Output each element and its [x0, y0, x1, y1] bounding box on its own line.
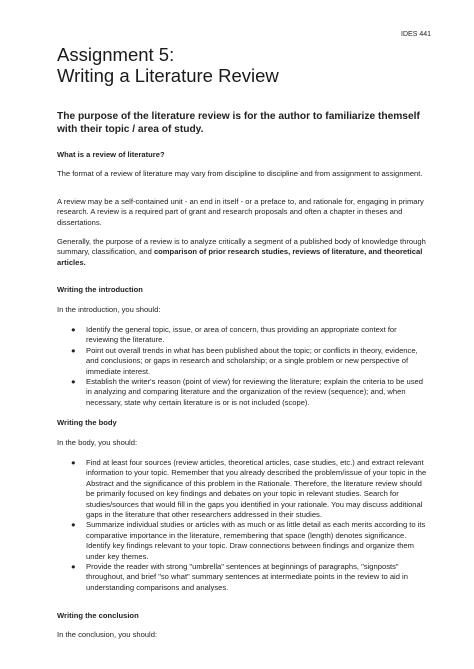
- body-text: In the body, you should:: [57, 438, 138, 447]
- what-heading: What is a review of literature?: [57, 150, 165, 159]
- course-code: IDES 441: [401, 31, 431, 38]
- bullet-icon: ●: [71, 562, 76, 572]
- list-item: [57, 346, 427, 377]
- intro-list: [57, 325, 427, 408]
- list-item-text: Establish the writer's reason (point of view) for reviewing the literature; explain the criteria to be used in analyzing and comparing literature and the organization of the review (sequence); and, when necessary, state why certain literature is or is not included (scope).: [86, 377, 424, 407]
- lead-statement: The purpose of the literature review is for the author to familiarize themself with their topic / area of study.: [57, 111, 420, 135]
- paragraph-purpose: [57, 237, 427, 268]
- bullet-icon: ●: [71, 325, 76, 334]
- intro-heading: Writing the introduction: [57, 285, 143, 294]
- body-list: [57, 458, 427, 593]
- paragraph-format: The format of a review of literature may vary from discipline to discipline and from assignment to assignment.: [57, 169, 423, 178]
- bullet-icon: ●: [71, 377, 76, 387]
- list-item: [57, 520, 427, 562]
- title-line-2: Writing a Literature Review: [57, 65, 279, 86]
- list-item: [57, 377, 427, 408]
- purpose-plain-text: Generally, the purpose of a review is to analyze critically a segment of a published body of knowledge through summary, classification, and: [57, 237, 426, 257]
- bullet-icon: ●: [71, 520, 76, 530]
- list-item-text: Point out overall trends in what has been published about the topic; or conflicts in theory, evidence, and conclusions; or gaps in research and scholarship; or a single problem or new perspective of immediate interest.: [86, 345, 418, 376]
- bullet-icon: ●: [71, 345, 76, 355]
- conclusion-text: In the conclusion, you should:: [57, 630, 158, 639]
- list-item-text: Identify the general topic, issue, or area of concern, thus providing an appropriate context for reviewing the literature.: [86, 325, 397, 345]
- list-item: [57, 458, 427, 520]
- body-heading: Writing the body: [57, 418, 117, 427]
- list-item: [57, 325, 427, 346]
- bullet-icon: ●: [71, 458, 76, 467]
- paragraph-self-contained: A review may be a self-contained unit - an end in itself - or a preface to, and rationale for, engaging in primary research. A review is a required part of grant and research proposals and often a chapter in theses and dissertations.: [57, 197, 424, 227]
- page-title: [57, 44, 279, 86]
- list-item: [57, 562, 427, 593]
- list-item-text: Find at least four sources (review articles, theoretical articles, case studies, etc.) and extract relevant information to your topic. Remember that you already described the problem/issue of your topic in the Abstract and the significance of this problem in the Rationale. Therefore, the literature review should be primarily focused on key findings and debates on your topic in relevant studies. Search for studies/sources that would fill in the gaps you identified in your rationale. You may discuss additional gaps in the literature that other researchers addressed in their studies.: [86, 458, 427, 520]
- list-item-text: Provide the reader with strong "umbrella" sentences at beginnings of paragraphs, "signposts" throughout, and brief "so what" summary sentences at intermediate points in the review to aid in understanding comparisons and analyses.: [86, 562, 408, 592]
- conclusion-heading: Writing the conclusion: [57, 611, 139, 620]
- purpose-bold-text: comparison of prior research studies, reviews of literature, and theoretical articles.: [57, 247, 423, 267]
- list-item-text: Summarize individual studies or articles with as much or as little detail as each merits according to its comparative importance in the literature, remembering that space (length) denotes significance. Identify key findings relevant to your topic. Draw connections between findings and organize them under key themes.: [86, 520, 426, 561]
- title-line-1: Assignment 5:: [57, 44, 175, 65]
- intro-text: In the introduction, you should:: [57, 305, 161, 314]
